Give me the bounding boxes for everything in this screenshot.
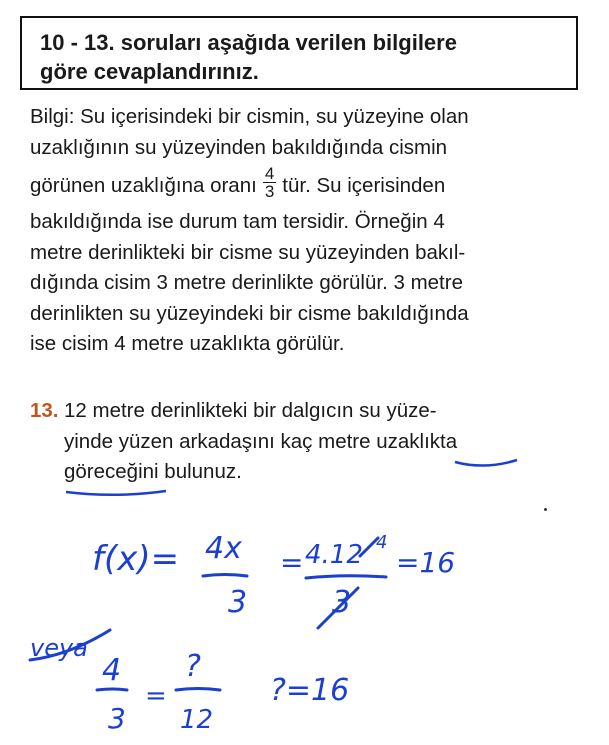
info-line-1: Bilgi: Su içerisindeki bir cismin, su yüzeyine olan — [30, 105, 469, 128]
hw-3b: 3 — [332, 585, 352, 620]
info-line-3-after: tür. Su içerisinden — [282, 174, 446, 197]
info-line-3-before: görünen uzaklığına oranı — [30, 174, 257, 197]
hw-3a: 3 — [228, 585, 248, 620]
hw-q16: ?=16 — [270, 673, 350, 708]
info-line-6: dığında cisim 3 metre derinlikte görülür. 3 metre — [30, 271, 463, 294]
hw-fracbar-2 — [306, 576, 386, 578]
hw-4: 4 — [102, 653, 122, 688]
hw-fx: f(x)= — [92, 539, 180, 579]
info-line-7: derinlikten su yüzeyindeki bir cisme bakıldığında — [30, 301, 469, 325]
question-line-3: göreceğini bulunuz. — [64, 460, 242, 483]
question-number: 13. — [30, 399, 59, 422]
info-line-8: ise cisim 4 metre uzaklıkta görülür. — [30, 332, 345, 355]
hw-eq16: =16 — [396, 546, 456, 579]
fraction-numerator: 4 — [264, 164, 275, 184]
header-line-2: göre cevaplandırınız. — [40, 59, 259, 84]
hw-fracbar-4 — [176, 689, 220, 691]
info-line-5: metre derinlikteki bir cisme su yüzeyinden bakıl- — [30, 240, 466, 264]
hw-12: 12 — [180, 705, 214, 735]
question-line-2: yinde yüzen arkadaşını kaç metre uzaklıkta — [64, 429, 458, 453]
question-line-1: 12 metre derinlikteki bir dalgıcın su yüze- — [64, 399, 437, 422]
hw-cancel-4: 4 — [376, 532, 388, 553]
hw-fracbar-1 — [203, 575, 247, 577]
underline-uzaklikta — [455, 460, 517, 466]
header-line-1: 10 - 13. soruları aşağıda verilen bilgilere — [40, 30, 457, 55]
underline-gorecegini — [66, 491, 166, 495]
hw-q: ? — [185, 649, 201, 684]
fraction-denominator: 3 — [264, 182, 275, 202]
hw-3c: 3 — [108, 702, 126, 735]
hw-4x: 4x — [205, 531, 242, 566]
info-line-2: uzaklığının su yüzeyinden bakıldığında cismin — [30, 135, 448, 159]
hw-veya: veya — [30, 634, 88, 662]
hw-4-12: 4.12 — [305, 540, 363, 570]
hw-fracbar-3 — [97, 689, 127, 690]
info-line-4: bakıldığında ise durum tam tersidir. Örneğin 4 — [30, 210, 445, 233]
hw-eq1: = — [280, 546, 304, 579]
hw-eq2: = — [145, 681, 167, 711]
